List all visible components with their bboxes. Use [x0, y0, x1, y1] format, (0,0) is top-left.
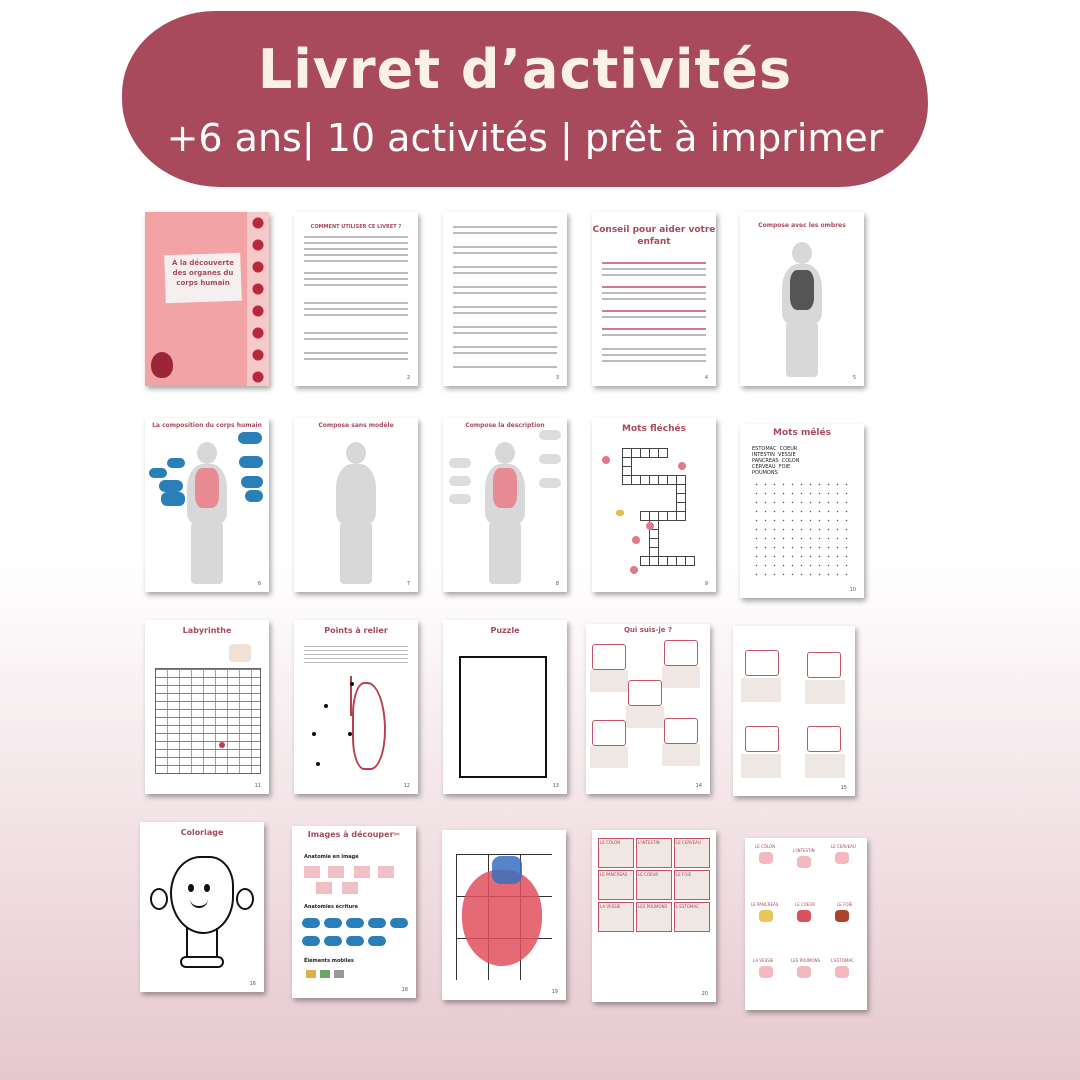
crossword-cell	[676, 511, 686, 521]
word-list: ESTOMAC COEUR INTESTIN VESSIE PANCREAS COLON CERVEAU FOIE POUMONS	[752, 446, 800, 476]
word-tile	[390, 918, 408, 928]
dot	[348, 732, 352, 736]
mascot-arm	[236, 888, 254, 910]
maze	[155, 668, 261, 774]
page-9	[592, 418, 716, 592]
page-8	[443, 418, 567, 592]
text-line	[602, 328, 706, 330]
page-number: 18	[401, 987, 408, 993]
riddle-note	[741, 754, 781, 778]
organ-frame	[664, 640, 698, 666]
page-title: Qui suis-je ?	[623, 626, 673, 634]
text-line	[453, 332, 557, 334]
mascot-eye	[188, 884, 194, 892]
page-number: 8	[555, 581, 559, 587]
page-number: 4	[704, 375, 708, 381]
organ-icon	[602, 456, 610, 464]
page-14	[586, 624, 710, 794]
text-line	[453, 352, 557, 354]
banner-subtitle: +6 ans| 10 activités | prêt à imprimer	[166, 116, 884, 160]
text-line	[304, 236, 408, 238]
riddle-note	[662, 666, 700, 688]
puzzle-frame	[459, 656, 547, 778]
organ-card-label: LE FOIE	[676, 872, 692, 877]
organ-icon	[797, 966, 811, 978]
dot	[350, 682, 354, 686]
page-3	[443, 212, 567, 386]
heart-vessels	[492, 856, 522, 884]
word-tile	[302, 936, 320, 946]
silhouette-legs	[786, 322, 818, 377]
page-4	[592, 212, 716, 386]
page-title: Compose sans modèle	[318, 422, 394, 429]
organ-thumb	[304, 866, 320, 878]
page-13	[443, 620, 567, 794]
label-bubble	[239, 456, 263, 468]
blank-label	[539, 454, 561, 464]
organ-card-label: LE CÔLON	[755, 844, 776, 849]
organ-card-label: LE CERVEAU	[676, 840, 701, 845]
blank-label	[449, 476, 471, 486]
text-line	[304, 302, 408, 304]
label-bubble	[167, 458, 185, 468]
text-line	[304, 338, 408, 340]
silhouette-head	[346, 442, 366, 464]
silhouette-body	[336, 464, 376, 524]
dot	[316, 762, 320, 766]
organ-shadows	[790, 270, 814, 310]
crossword-cell	[685, 556, 695, 566]
section-anatomy-writing: Anatomies écriture	[304, 904, 359, 910]
cover-title: À la découverte des organes du corps humain	[172, 259, 234, 287]
page-17	[292, 826, 416, 998]
organ-icon	[797, 910, 811, 922]
title-banner	[125, 14, 925, 184]
organs	[195, 468, 219, 508]
organ-icon	[646, 522, 654, 530]
organ-frame	[592, 644, 626, 670]
word-tile	[368, 936, 386, 946]
text-line	[602, 334, 706, 336]
organ-card-label: LE PANCREAS	[600, 872, 628, 877]
organ-frame	[664, 718, 698, 744]
doctor-kids	[229, 644, 251, 662]
organ-icon	[797, 856, 811, 868]
organ-icon	[835, 966, 849, 978]
page-19	[592, 830, 716, 1002]
page-number: 19	[551, 989, 558, 995]
label-bubble	[238, 432, 262, 444]
organs	[493, 468, 517, 508]
organ-card-label: L'INTESTIN	[793, 848, 815, 853]
blank-label	[539, 430, 561, 440]
text-line	[602, 286, 706, 288]
page-12	[294, 620, 418, 794]
mobile-thumb	[306, 970, 316, 978]
label-bubble	[241, 476, 263, 488]
word-tile	[324, 918, 342, 928]
stomach-mascot	[170, 856, 234, 934]
page-7	[294, 418, 418, 592]
page-title: Conseil pour aider votre enfant	[592, 225, 716, 247]
organ-frame	[807, 652, 841, 678]
page-title: Labyrinthe	[182, 626, 232, 635]
organ-card-label: LA VESSIE	[600, 904, 621, 909]
text-line	[304, 284, 408, 286]
organ-icon	[630, 566, 638, 574]
page-title: COMMENT UTILISER CE LIVRET ?	[310, 224, 402, 230]
text-line	[304, 662, 408, 663]
organ-card-label: LES POUMONS	[638, 904, 668, 909]
page-6	[145, 418, 269, 592]
riddle-note	[662, 744, 700, 766]
text-line	[453, 306, 557, 308]
section-mobile-elements: Éléments mobiles	[304, 958, 354, 964]
text-line	[453, 312, 557, 314]
text-line	[304, 278, 408, 280]
page-cover	[145, 212, 269, 386]
organ-card-label: LES POUMONS	[791, 958, 821, 963]
riddle-note	[741, 678, 781, 702]
silhouette-head	[792, 242, 812, 264]
page-15	[733, 626, 855, 796]
page-5	[740, 212, 864, 386]
organ-card-label: LE COEUR	[638, 872, 659, 877]
organ-icon	[759, 966, 773, 978]
page-number: 7	[406, 581, 410, 587]
text-line	[453, 346, 557, 348]
mobile-thumb	[334, 970, 344, 978]
page-number: 2	[406, 375, 410, 381]
blank-label	[449, 494, 471, 504]
organ-card-label: LE FOIE	[837, 902, 853, 907]
page-18	[442, 830, 566, 1000]
text-line	[453, 272, 557, 274]
heart-mascot-icon	[151, 352, 173, 378]
text-line	[602, 292, 706, 294]
organ-card-label: LE PANCREAS	[751, 902, 779, 907]
mascot-legs	[186, 928, 218, 958]
text-line	[602, 316, 706, 318]
page-number: 15	[840, 785, 847, 791]
text-line	[304, 260, 408, 262]
dot	[324, 704, 328, 708]
organ-card-label: LA VESSIE	[753, 958, 774, 963]
text-line	[453, 232, 557, 234]
organ-icon	[632, 536, 640, 544]
organ-frame	[628, 680, 662, 706]
page-number: 11	[254, 783, 261, 789]
text-line	[453, 292, 557, 294]
organ-thumb	[354, 866, 370, 878]
text-line	[602, 298, 706, 300]
page-number: 6	[257, 581, 261, 587]
text-line	[453, 246, 557, 248]
text-line	[602, 310, 706, 312]
page-2	[294, 212, 418, 386]
page-number: 13	[552, 783, 559, 789]
word-tile	[302, 918, 320, 928]
page-number: 16	[249, 981, 256, 987]
label-bubble	[245, 490, 263, 502]
page-number: 20	[701, 991, 708, 997]
mobile-thumb	[320, 970, 330, 978]
text-line	[304, 358, 408, 360]
page-title: Mots mêlés	[773, 428, 831, 438]
organ-icon	[616, 510, 624, 516]
page-number: 14	[695, 783, 702, 789]
organ-icon	[835, 852, 849, 864]
organ-thumb	[328, 866, 344, 878]
organ-card-label: LE CÔLON	[600, 840, 621, 845]
riddle-note	[805, 680, 845, 704]
text-line	[602, 274, 706, 276]
text-line	[304, 352, 408, 354]
word-tile	[346, 936, 364, 946]
riddle-note	[590, 746, 628, 768]
riddle-note	[590, 670, 628, 692]
cover-dots	[247, 212, 269, 386]
text-line	[304, 254, 408, 256]
organ-card-label: L'ESTOMAC	[676, 904, 699, 909]
text-line	[304, 242, 408, 244]
organ-thumb	[378, 866, 394, 878]
organ-thumb	[316, 882, 332, 894]
text-line	[602, 268, 706, 270]
label-bubble	[149, 468, 167, 478]
text-line	[453, 252, 557, 254]
page-title: Puzzle	[490, 626, 520, 635]
organ-icon	[835, 910, 849, 922]
heart-goal-icon	[219, 742, 225, 748]
crossword-cell	[658, 448, 668, 458]
text-line	[304, 650, 408, 651]
silhouette-head	[197, 442, 217, 464]
text-line	[304, 646, 408, 647]
page-10	[740, 424, 864, 598]
mascot-shoes	[180, 956, 224, 968]
page-number: 10	[849, 587, 856, 593]
blank-label	[449, 458, 471, 468]
word-tile	[324, 936, 342, 946]
page-title: La composition du corps humain	[152, 422, 262, 429]
organ-card-label: LE COEUR	[795, 902, 816, 907]
text-line	[304, 658, 408, 659]
page-title: Compose la description	[465, 422, 545, 429]
page-title: Points à relier	[324, 626, 388, 635]
page-16	[140, 822, 264, 992]
page-title: Coloriage	[180, 828, 224, 837]
organ-card-label: L'ESTOMAC	[831, 958, 854, 963]
page-20	[745, 838, 867, 1010]
label-bubble	[161, 492, 185, 506]
organ-thumb	[342, 882, 358, 894]
mascot-arm	[150, 888, 168, 910]
organ-frame	[745, 650, 779, 676]
text-line	[304, 332, 408, 334]
organ-icon	[678, 462, 686, 470]
organ-icon	[759, 910, 773, 922]
text-line	[453, 366, 557, 368]
text-line	[304, 272, 408, 274]
text-line	[304, 248, 408, 250]
organ-card-label: L'INTESTIN	[638, 840, 660, 845]
text-line	[602, 360, 706, 362]
silhouette-legs	[191, 522, 223, 584]
page-title: Compose avec les ombres	[758, 222, 846, 229]
word-search-grid	[752, 480, 852, 580]
text-line	[453, 286, 557, 288]
blank-label	[539, 478, 561, 488]
text-line	[453, 226, 557, 228]
page-number: 3	[555, 375, 559, 381]
page-title: Mots fléchés	[622, 424, 686, 434]
page-number: 5	[852, 375, 856, 381]
page-title: Images à découper✂	[307, 830, 401, 839]
crossword-cell	[667, 511, 677, 521]
section-anatomy-image: Anatomie en image	[304, 854, 359, 860]
riddle-note	[626, 706, 664, 728]
word-tile	[346, 918, 364, 928]
text-line	[453, 326, 557, 328]
text-line	[602, 348, 706, 350]
organ-card-label: LE CERVEAU	[831, 844, 856, 849]
mascot-eye	[204, 884, 210, 892]
text-line	[304, 308, 408, 310]
organ-icon	[759, 852, 773, 864]
organ-frame	[745, 726, 779, 752]
silhouette-head	[495, 442, 515, 464]
banner-title: Livret d’activités	[257, 38, 793, 101]
label-bubble	[159, 480, 183, 492]
text-line	[602, 354, 706, 356]
word-tile	[368, 918, 386, 928]
text-line	[304, 654, 408, 655]
silhouette-legs	[340, 522, 372, 584]
text-line	[602, 262, 706, 264]
text-line	[453, 266, 557, 268]
heart-icon	[462, 870, 542, 966]
page-number: 12	[403, 783, 410, 789]
lungs-outline	[352, 682, 386, 770]
riddle-note	[805, 754, 845, 778]
page-11	[145, 620, 269, 794]
organ-frame	[592, 720, 626, 746]
page-number: 9	[704, 581, 708, 587]
dot	[312, 732, 316, 736]
text-line	[304, 314, 408, 316]
organ-frame	[807, 726, 841, 752]
silhouette-legs	[489, 522, 521, 584]
